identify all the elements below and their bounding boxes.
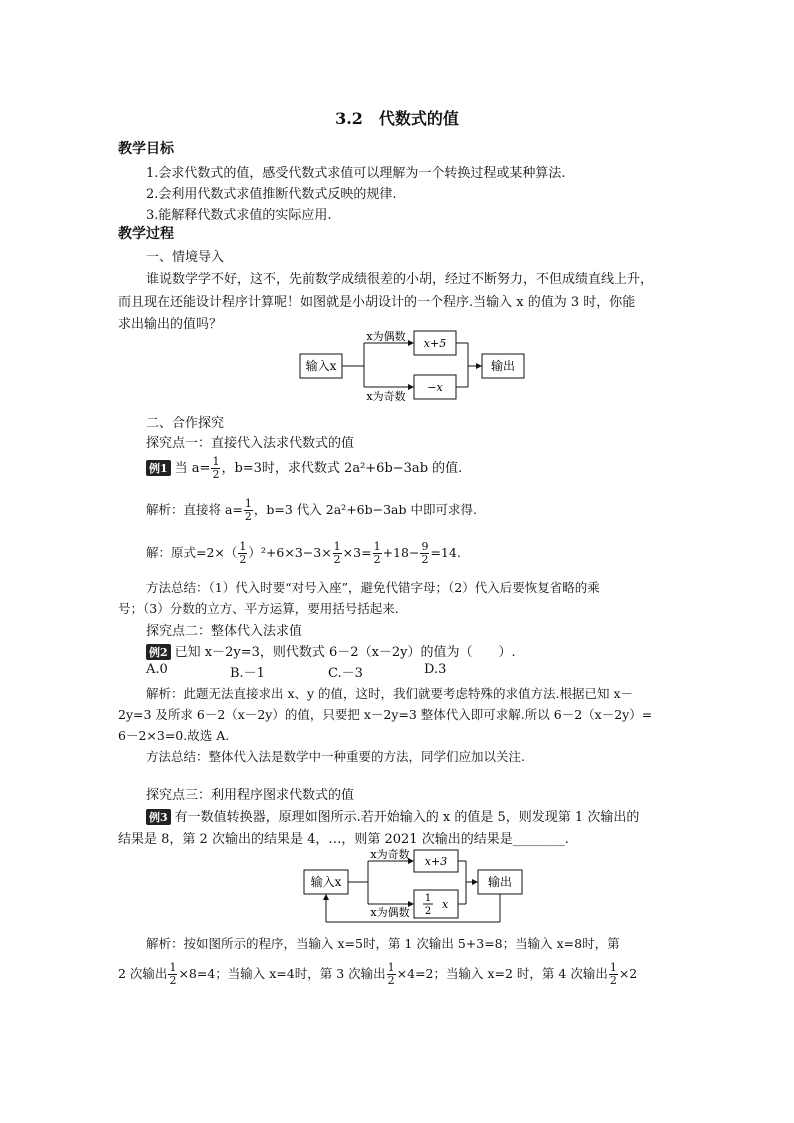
fraction: $\frac{9}{2}$ bbox=[421, 540, 429, 566]
fraction: $\frac{1}{2}$ bbox=[169, 961, 177, 987]
goals-heading: 教学目标 bbox=[118, 141, 174, 157]
analysis-1: 解析：直接将 a= $\frac{1}{2}$ ，b=3 代入 2a²+6b−3ab 中即可求得. bbox=[146, 497, 477, 523]
point-title: 探究点一：直接代入法求代数式的值 bbox=[146, 436, 355, 451]
summary-1: 号；（3）分数的立方、平方运算，要用括号括起来. bbox=[118, 601, 399, 616]
example-2: 例2 已知 x－2y=3，则代数式 6－2（x－2y）的值为（ ）. bbox=[146, 641, 516, 660]
flow-even-op-x: x bbox=[442, 898, 449, 911]
fraction: $\frac{1}{2}$ bbox=[387, 961, 395, 987]
fraction: $\frac{1}{2}$ bbox=[212, 455, 220, 481]
fraction: $\frac{1}{2}$ bbox=[373, 540, 381, 566]
goal-item: 2.会利用代数式求值推断代数式反映的规律. bbox=[146, 187, 397, 202]
fraction: $\frac{1}{2}$ bbox=[333, 540, 341, 566]
analysis-3: 解析：按如图所示的程序，当输入 x=5时，第 1 次输出 5+3=8；当输入 x=8时，第 bbox=[146, 936, 620, 951]
page-title: 3.2 代数式的值 bbox=[335, 109, 459, 128]
analysis-2: 解析：此题无法直接求出 x、y 的值，这时，我们就要考虑特殊的求值方法.根据已知 x－ bbox=[146, 686, 634, 701]
flow-odd-label: x为奇数 bbox=[366, 390, 406, 403]
section-heading: 二、合作探究 bbox=[146, 416, 225, 431]
fraction: $\frac{1}{2}$ bbox=[244, 497, 252, 523]
summary-1: 方法总结：（1）代入时要“对号入座”，避免代错字母；（2）代入后要恢复省略的乘 bbox=[146, 580, 600, 595]
flow-even-op-den: 2 bbox=[424, 906, 432, 917]
solution-1: 解：原式=2×（ $\frac{1}{2}$ ）²+6×3−3× $\frac{1}{2}$ ×3= $\frac{1}{2}$ +18− $\frac{9}{2}$ =14. bbox=[146, 540, 461, 566]
section-heading: 一、情境导入 bbox=[146, 250, 225, 265]
flow-even-op-num: 1 bbox=[424, 893, 432, 904]
example-tag: 例1 bbox=[146, 460, 171, 476]
fraction: $\frac{1}{2}$ bbox=[609, 961, 617, 987]
flow-output-label: 输出 bbox=[487, 875, 513, 889]
example-1: 例1 当 a= $\frac{1}{2}$ ，b=3时，求代数式 2a²+6b−3ab 的值. bbox=[146, 456, 462, 481]
flowchart-1 bbox=[296, 328, 556, 406]
intro-text: 而且现在还能设计程序计算呢！如图就是小胡设计的一个程序.当输入 x 的值为 3 时，你能 bbox=[118, 295, 636, 310]
option-c: C.－3 bbox=[328, 666, 363, 681]
analysis-3: 2 次输出 $\frac{1}{2}$ ×8=4；当输入 x=4时，第 3 次输出 $\frac{1}{2}$ ×4=2；当输入 x=2 时，第 4 次输出 $\frac{1}{2}$ ×2 bbox=[118, 961, 638, 987]
analysis-2: 6－2×3=0.故选 A. bbox=[118, 728, 230, 743]
flow-even-box bbox=[414, 890, 458, 918]
intro-text: 求出输出的值吗？ bbox=[118, 317, 223, 332]
fraction: $\frac{1}{2}$ bbox=[239, 540, 247, 566]
summary-2: 方法总结：整体代入法是数学中一种重要的方法，同学们应加以关注. bbox=[146, 749, 525, 764]
intro-text: 谁说数学学不好，这不，先前数学成绩很差的小胡，经过不断努力，不但成绩直线上升， bbox=[146, 272, 654, 287]
option-d: D.3 bbox=[424, 662, 447, 677]
flow-odd-label: x为奇数 bbox=[370, 848, 410, 861]
analysis-2: 2y=3 及所求 6－2（x－2y）的值，只要把 x－2y=3 整体代入即可求解.所以 6－2（x－2y）= bbox=[118, 707, 653, 722]
goal-item: 1.会求代数式的值，感受代数式求值可以理解为一个转换过程或某种算法. bbox=[146, 166, 566, 181]
flowchart-2 bbox=[300, 846, 530, 926]
example-tag: 例2 bbox=[146, 644, 171, 660]
option-a: A.0 bbox=[146, 662, 168, 677]
option-b: B.－1 bbox=[230, 666, 265, 681]
flow-even-op: x+5 bbox=[423, 337, 447, 350]
flow-input-label: 输入x bbox=[305, 359, 337, 373]
flow-output-label: 输出 bbox=[490, 359, 516, 373]
example-tag: 例3 bbox=[146, 809, 171, 825]
flow-even-label: x为偶数 bbox=[366, 330, 406, 343]
process-heading: 教学过程 bbox=[118, 226, 174, 242]
flow-odd-op: x+3 bbox=[424, 855, 448, 868]
example-3-cont: 结果是 8，第 2 次输出的结果是 4，…，则第 2021 次输出的结果是________. bbox=[118, 832, 569, 847]
flow-even-label: x为偶数 bbox=[370, 906, 410, 919]
goal-item: 3.能解释代数式求值的实际应用. bbox=[146, 208, 332, 223]
point-title: 探究点二：整体代入法求值 bbox=[146, 624, 303, 639]
flow-input-label: 输入x bbox=[310, 875, 342, 889]
example-3: 例3 有一数值转换器，原理如图所示.若开始输入的 x 的值是 5，则发现第 1 次输出的 bbox=[146, 806, 639, 825]
point-title: 探究点三：利用程序图求代数式的值 bbox=[146, 788, 355, 803]
flow-odd-op: −x bbox=[427, 381, 443, 394]
